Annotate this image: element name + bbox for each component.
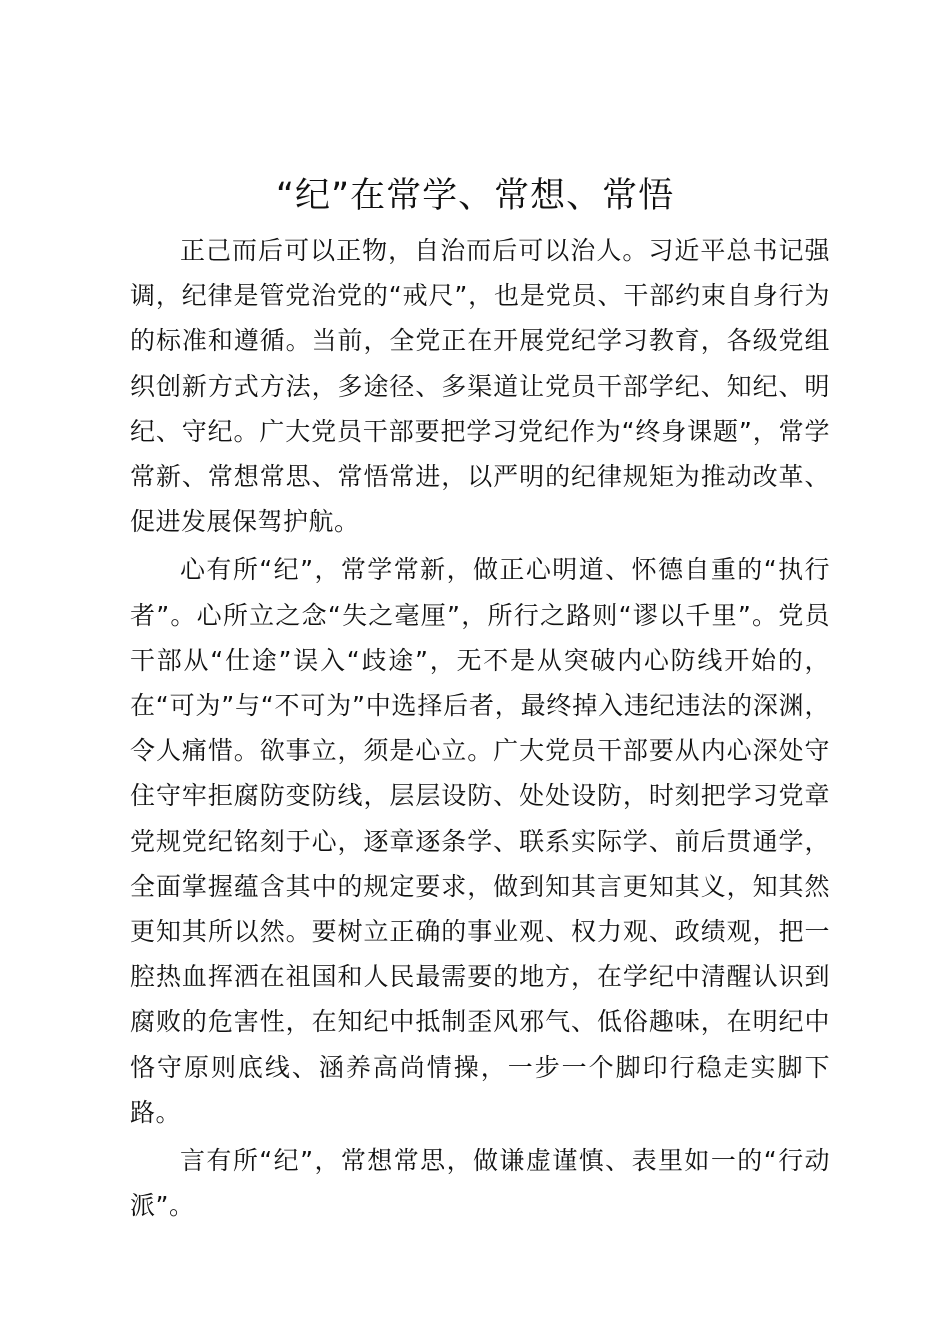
document-title: “纪”在常学、常想、常悟 bbox=[275, 176, 675, 216]
document-body bbox=[130, 228, 830, 1231]
paragraph-2: 心有所“纪”，常学常新，做正心明道、怀德自重的“执行者”。心所立之念“失之毫厘”，所行之路则“谬以千里”。党员干部从“仕途”误入“歧途”，无不是从突破内心防线开始的，在“可为”与“不可为”中选择后者，最终掉入违纪违法的深渊，令人痛惜。欲事立，须是心立。广大党员干部要从内心深处守住守牢拒腐防变防线，层层设防、处处设防，时刻把学习党章党规党纪铭刻于心，逐章逐条学、联系实际学、前后贯通学，全面掌握蕴含其中的规定要求，做到知其言更知其义，知其然更知其所以然。要树立正确的事业观、权力观、政绩观，把一腔热血挥洒在祖国和人民最需要的地方，在学纪中清醒认识到腐败的危害性，在知纪中抵制歪风邪气、低俗趣味，在明纪中恪守原则底线、涵养高尚情操，一步一个脚印行稳走实脚下路。 bbox=[130, 555, 830, 1127]
paragraph-3: 言有所“纪”，常想常思，做谦虚谨慎、表里如一的“行动派”。 bbox=[130, 1146, 830, 1221]
paragraph-1: 正己而后可以正物，自治而后可以治人。习近平总书记强调，纪律是管党治党的“戒尺”，也是党员、干部约束自身行为的标准和遵循。当前，全党正在开展党纪学习教育，各级党组织创新方式方法，多途径、多渠道让党员干部学纪、知纪、明纪、守纪。广大党员干部要把学习党纪作为“终身课题”，常学常新、常想常思、常悟常进，以严明的纪律规矩为推动改革、促进发展保驾护航。 bbox=[130, 236, 830, 537]
